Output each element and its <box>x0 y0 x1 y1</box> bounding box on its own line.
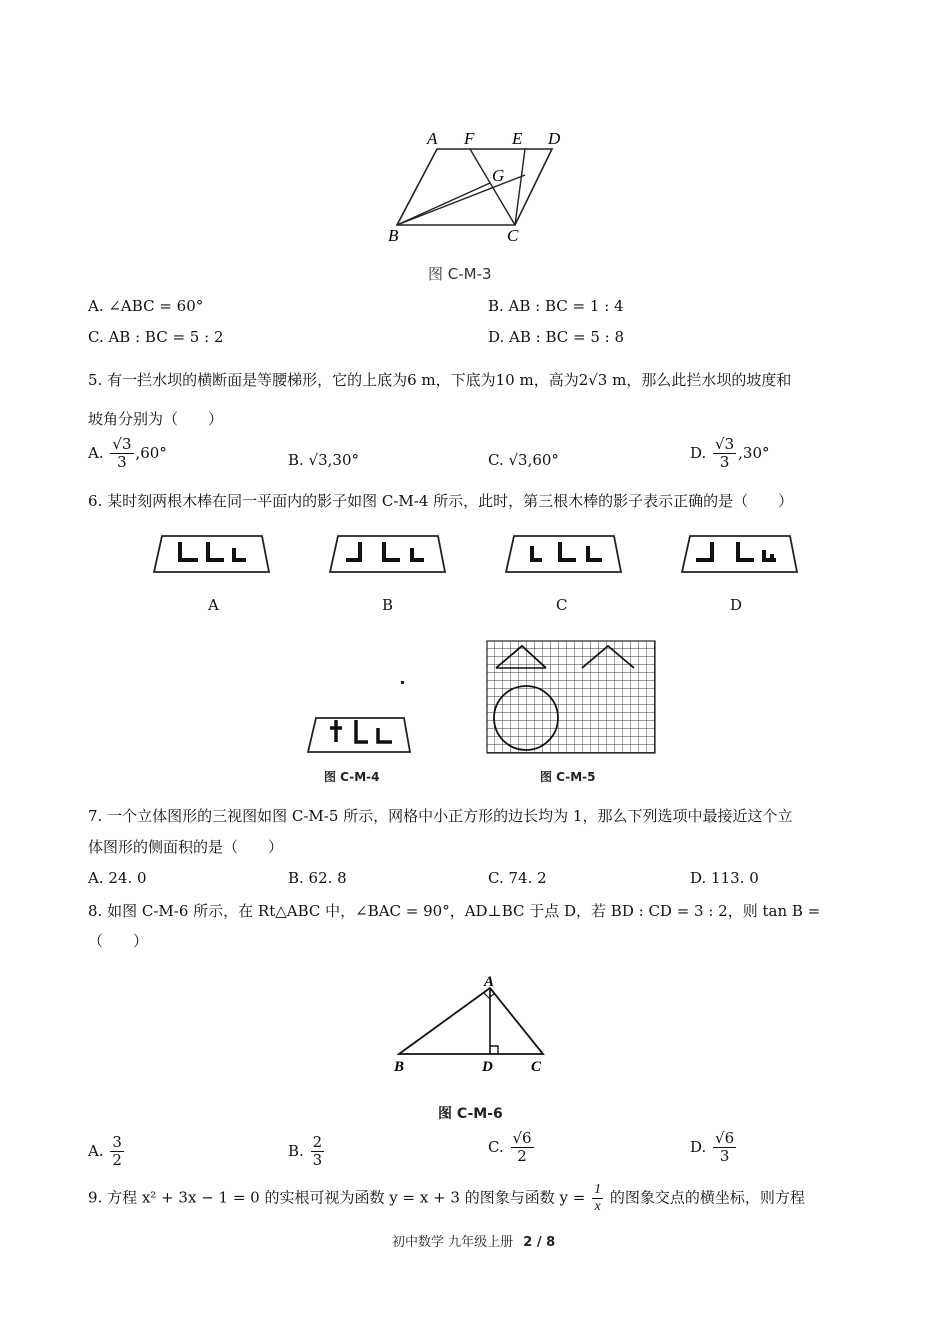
q6-figure-b <box>326 528 448 578</box>
q6-figure-c <box>502 528 624 578</box>
segment-bf-extended <box>397 175 525 225</box>
figure-cm3 <box>380 125 580 250</box>
label-f: F <box>464 129 475 148</box>
q8-option-c <box>488 1130 536 1166</box>
q5-option-d-den: 3 <box>719 453 730 472</box>
right-angle-mark-d <box>490 1046 498 1054</box>
grid-background <box>487 641 655 753</box>
q6-figure-a <box>150 528 272 578</box>
q8-option-b-letter: B. <box>288 1141 304 1160</box>
figure-cm5-caption: 图 C-M-5 <box>540 770 596 784</box>
q8-option-a <box>88 1134 126 1170</box>
page-footer <box>392 1231 555 1250</box>
label-c: C <box>507 226 519 245</box>
q4-option-d: D. AB : BC = 5 : 8 <box>488 328 625 346</box>
q7-option-c: C. 74. 2 <box>488 869 547 887</box>
q8-option-a-letter: A. <box>88 1141 104 1160</box>
q8-option-c-den: 2 <box>517 1147 527 1166</box>
figure-cm4-caption: 图 C-M-4 <box>324 770 380 784</box>
q8-option-c-letter: C. <box>488 1137 504 1156</box>
q6-label-d: D <box>730 596 743 614</box>
q4-option-b: B. AB : BC = 1 : 4 <box>488 297 624 315</box>
figure-cm5 <box>486 640 656 754</box>
q9-fraction <box>592 1182 603 1215</box>
q5-option-a-tail: ,60° <box>135 443 167 462</box>
q8-option-a-den: 2 <box>112 1151 122 1170</box>
q5-option-a-num: √3 <box>112 435 132 453</box>
q4-option-c: C. AB : BC = 5 : 2 <box>88 328 224 346</box>
q7-option-d: D. 113. 0 <box>690 869 759 887</box>
q5-option-a <box>88 436 167 472</box>
q8-option-d <box>690 1130 738 1166</box>
figure-cm3-caption: 图 C-M-3 <box>428 265 492 283</box>
q6-figure-d <box>678 528 800 578</box>
label-g: G <box>492 166 505 185</box>
q8-option-d-letter: D. <box>690 1137 707 1156</box>
q9-stem-post: 的图象交点的横坐标，则方程 <box>609 1188 805 1207</box>
label-a: A <box>484 974 495 990</box>
segment-fc <box>470 149 515 225</box>
q8-option-d-fraction <box>713 1130 736 1166</box>
q5-option-d-tail: ,30° <box>738 443 770 462</box>
q8-stem-line2: （ ） <box>88 932 149 950</box>
q9-fraction-den: x <box>594 1199 601 1215</box>
q5-option-a-den: 3 <box>117 453 127 472</box>
q7-stem-line2: 体图形的侧面积的是（ ） <box>88 838 284 856</box>
q5-option-a-fraction <box>110 436 133 472</box>
q4-option-a: A. ∠ABC = 60° <box>88 297 204 315</box>
segment-bg <box>397 183 490 225</box>
figure-cm4 <box>306 712 414 757</box>
q8-option-b-den: 3 <box>312 1151 323 1170</box>
q8-option-b <box>288 1134 326 1170</box>
q5-option-c: C. √3,60° <box>488 451 559 469</box>
q8-option-c-fraction <box>511 1130 534 1166</box>
q5-stem-line2: 坡角分别为（ ） <box>88 410 224 428</box>
q8-option-a-num: 3 <box>112 1133 122 1151</box>
label-e: E <box>512 129 523 148</box>
figure-cm6 <box>385 968 555 1078</box>
label-a: A <box>427 129 438 148</box>
q5-option-d-fraction <box>713 436 736 472</box>
q5-option-d-num: √3 <box>715 435 735 453</box>
q6-label-c: C <box>556 596 568 614</box>
q6-stem: 6. 某时刻两根木棒在同一平面内的影子如图 C-M-4 所示，此时，第三根木棒的影子表示正确的是（ ） <box>88 492 794 510</box>
q5-option-d-letter: D. <box>690 443 707 462</box>
q5-option-a-letter: A. <box>88 443 104 462</box>
q7-option-b: B. 62. 8 <box>288 869 347 887</box>
q8-option-d-den: 3 <box>719 1147 730 1166</box>
triangle-abc <box>399 988 543 1054</box>
q6-label-a: A <box>208 596 219 614</box>
page-number: 2 / 8 <box>523 1235 556 1250</box>
label-d: D <box>548 129 561 148</box>
stray-dot <box>401 681 404 684</box>
q8-option-b-fraction <box>311 1134 325 1170</box>
q5-option-d <box>690 436 770 472</box>
label-c: C <box>531 1059 542 1075</box>
q7-option-a: A. 24. 0 <box>88 869 147 887</box>
q6-label-b: B <box>382 596 394 614</box>
q8-option-c-num: √6 <box>512 1129 532 1147</box>
q5-option-b: B. √3,30° <box>288 451 360 469</box>
label-b: B <box>388 226 399 245</box>
footer-text: 初中数学 九年级上册 <box>392 1235 514 1250</box>
label-b: B <box>394 1059 405 1075</box>
figure-cm6-caption: 图 C-M-6 <box>438 1106 503 1122</box>
label-d: D <box>482 1059 493 1075</box>
q8-stem-line1: 8. 如图 C-M-6 所示，在 Rt△ABC 中，∠BAC = 90°，AD⊥BC 于点 D，若 BD : CD = 3 : 2，则 tan B = <box>88 902 821 920</box>
parallelogram-abcd <box>397 149 552 225</box>
q8-option-d-num: √6 <box>715 1129 735 1147</box>
q9-fraction-num: 1 <box>592 1182 603 1199</box>
q7-stem-line1: 7. 一个立体图形的三视图如图 C-M-5 所示，网格中小正方形的边长均为 1，那么下列选项中最接近这个立 <box>88 807 793 825</box>
q8-option-a-fraction <box>110 1134 124 1170</box>
q5-stem-line1: 5. 有一拦水坝的横断面是等腰梯形，它的上底为6 m，下底为10 m，高为2√3 m，那么此拦水坝的坡度和 <box>88 371 792 389</box>
q9-stem-pre: 9. 方程 x² + 3x − 1 = 0 的实根可视为函数 y = x + 3 的图象与函数 y = <box>88 1188 586 1207</box>
q8-option-b-num: 2 <box>312 1133 323 1151</box>
q9-stem <box>88 1182 805 1215</box>
